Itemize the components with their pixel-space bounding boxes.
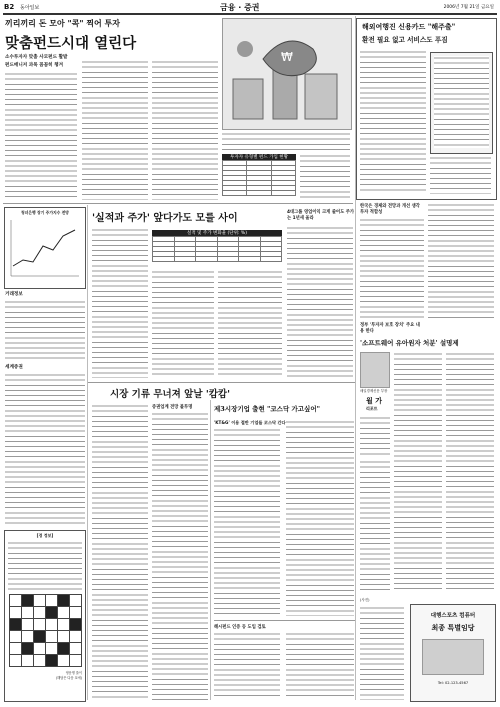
columnist-photo bbox=[360, 352, 390, 388]
columnist-sub: 리포트 bbox=[366, 406, 378, 411]
lead-body-col-1 bbox=[5, 72, 77, 200]
software-body-col-1 bbox=[394, 352, 442, 592]
software-headline: '소프트웨어 유아원자 처분' 설명제 bbox=[360, 339, 459, 347]
right-col-body-1 bbox=[360, 218, 424, 318]
section-title: 금융 · 증권 bbox=[220, 3, 260, 12]
software-body-col-2 bbox=[446, 352, 494, 592]
graph-box bbox=[4, 207, 86, 289]
columnist-name: 월 가 bbox=[366, 396, 382, 405]
third-subhead: 'KT&G' 이용 절반 기업들 코스닥 간다 bbox=[214, 420, 286, 425]
puzzle-box bbox=[4, 530, 86, 702]
right-col-body-2 bbox=[428, 203, 494, 318]
puzzle-title: [경 정보] bbox=[36, 533, 54, 538]
third-body-col-2 bbox=[286, 420, 354, 616]
left-body-1 bbox=[5, 300, 85, 360]
credit-sidebar-box bbox=[430, 52, 493, 154]
page-number: B2 bbox=[4, 3, 15, 11]
ad-line-1: 대행스포츠 컴퓨터 bbox=[430, 613, 476, 619]
credit-body-col-2 bbox=[430, 156, 491, 194]
bottom-mid-kicker: 해시펀드 인증 등 도입 검토 bbox=[214, 625, 266, 630]
fund-table-title: 투자자 유형별 펀드 가입 현황 bbox=[222, 154, 296, 160]
col-ad-subhead: 한국은 경제와 전망과 개선 생각 투자 적합성 bbox=[360, 204, 420, 215]
puzzle-credit-2: (해답은 다음 호에) bbox=[55, 676, 82, 680]
header-rule bbox=[3, 13, 497, 15]
lead-subhead-1: 소수투자자 맞춤 사모펀드 활발 bbox=[5, 55, 68, 60]
issue-date: 2006년 7월 21일 금요일 bbox=[443, 5, 494, 10]
bottom-mid-body-1 bbox=[214, 632, 280, 700]
columnist-title: 매일경제신문 부장 bbox=[360, 389, 388, 393]
credit-body-col-1 bbox=[360, 50, 426, 194]
mid-right-kicker: 정부 '투자자 보호 장치' 주요 내용 한다 bbox=[360, 323, 420, 334]
lead-kicker: 끼리끼리 돈 모아 "콕" 찍어 투자 bbox=[5, 18, 120, 28]
svg-text:₩: ₩ bbox=[281, 50, 293, 64]
left-label-2: 세계증권 bbox=[5, 365, 23, 370]
lead-body-col-2 bbox=[82, 60, 148, 200]
crossword-grid bbox=[9, 594, 82, 667]
left-body-2 bbox=[5, 373, 85, 525]
market-body-col-1 bbox=[92, 404, 148, 700]
reality-subhead: 4대그룹 영업이익 크게 줄어도 주가는 1년새 올라 bbox=[287, 210, 355, 221]
market-headline: 시장 기류 무너져 앞날 '캄캄' bbox=[110, 389, 230, 400]
bottom-right-body bbox=[360, 606, 404, 700]
market-subhead: 증권업계 전망 불투명 bbox=[152, 405, 193, 410]
bottom-mid-rule bbox=[214, 620, 356, 621]
ad-line-3: Tel: 02-123-4567 bbox=[437, 681, 469, 685]
column-divider bbox=[355, 16, 356, 700]
market-rule bbox=[88, 382, 356, 383]
reality-body-col-1 bbox=[92, 228, 148, 378]
lead-illustration bbox=[222, 18, 352, 130]
third-body-col-1 bbox=[214, 428, 280, 616]
software-body-col-3 bbox=[360, 460, 390, 592]
column-divider bbox=[210, 400, 211, 700]
ad-line-2: 최종 특별임당 bbox=[431, 623, 475, 632]
left-label-1: 거래정보 bbox=[5, 292, 23, 297]
market-body-col-2 bbox=[152, 412, 208, 700]
software-body-col-0 bbox=[360, 416, 390, 456]
lead-subhead-2: 펀드매니저 과목 꼼꼼히 챙겨 bbox=[5, 63, 64, 68]
third-headline: 제3시장기업 출현 "코스닥 가고싶어" bbox=[214, 405, 320, 413]
illustration-caption bbox=[222, 132, 350, 152]
bottom-right-label: (사진) bbox=[360, 598, 370, 602]
reality-body-col-3 bbox=[218, 270, 282, 378]
publication-name: 동아일보 bbox=[20, 5, 40, 11]
lead-headline: 맞춤펀드시대 열린다 bbox=[5, 35, 137, 52]
graph-title: 청녀은행 장기 주가지수 전망 bbox=[21, 210, 69, 215]
bottom-mid-body-2 bbox=[286, 632, 354, 700]
puzzle-credit: 영문명 풀이 bbox=[65, 671, 82, 675]
reality-table bbox=[152, 230, 282, 262]
lead-body-col-3 bbox=[152, 60, 218, 200]
reality-headline: '실적과 주가' 앞다가도 모를 사이 bbox=[92, 213, 238, 224]
column-divider bbox=[87, 205, 88, 700]
credit-headline: 환전 필요 없고 서비스도 푸짐 bbox=[362, 36, 448, 44]
mid-col-body bbox=[287, 226, 353, 378]
credit-kicker: 해외여행진 신용카드 "해주출" bbox=[362, 22, 456, 31]
mid-rule bbox=[3, 203, 353, 204]
fund-table bbox=[222, 154, 296, 196]
lead-body-col-4 bbox=[300, 154, 350, 200]
ad-image bbox=[422, 639, 484, 675]
advertisement bbox=[410, 604, 496, 702]
reality-body-col-2 bbox=[152, 270, 214, 378]
reality-table-title: 실적 및 주가 변화율 (단위: %) bbox=[152, 230, 282, 236]
